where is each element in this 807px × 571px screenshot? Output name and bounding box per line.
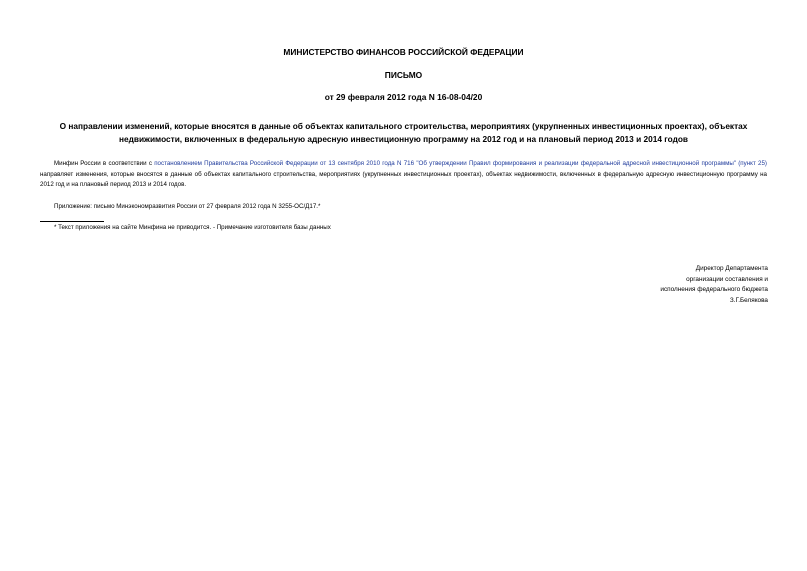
footnote-text: * Текст приложения на сайте Минфина не приводится. - Примечание изготовителя базы данных bbox=[54, 224, 331, 231]
ministry-heading: МИНИСТЕРСТВО ФИНАНСОВ РОССИЙСКОЙ ФЕДЕРАЦИИ bbox=[283, 47, 524, 57]
document-subject: О направлении изменений, которые вносятся в данные об объектах капитального строительства, мероприятиях (укрупненных инвестиционных проектах), объектах недвижимости, включенных в федеральную адресную инвестиционную программу на 2012 год и на плановый период 2013 и 2014 годов bbox=[59, 121, 748, 144]
clause-link[interactable]: (пункт 25) bbox=[738, 160, 767, 167]
signature-position-line2: организации составления и bbox=[686, 275, 768, 283]
main-paragraph bbox=[40, 159, 767, 191]
footnote-divider bbox=[40, 221, 104, 222]
paragraph-text-end: направляет изменения, которые вносятся в данные об объектах капитального строительства, мероприятиях (укрупненных инвестиционных проектах), объектах недвижимости, включенных в федеральную адресную инвестиционную программу на 2012 год и на плановый период 2013 и 2014 годов. bbox=[40, 170, 767, 188]
document-date: от 29 февраля 2012 года N 16-08-04/20 bbox=[324, 92, 483, 102]
signatory-name: З.Г.Белякова bbox=[729, 296, 768, 304]
signature-position-line3: исполнения федерального бюджета bbox=[660, 286, 768, 294]
document-type: ПИСЬМО bbox=[384, 70, 423, 80]
signature-position-line1: Директор Департамента bbox=[695, 265, 768, 272]
paragraph-text-start: Минфин России в соответствии с bbox=[54, 160, 155, 167]
signature-block bbox=[528, 264, 768, 306]
resolution-link[interactable]: постановлением Правительства Российской Федерации от 13 сентября 2010 года N 716 "Об утверждении Правил формирования и реализации федеральной адресной инвестиционной программы" bbox=[154, 160, 736, 167]
attachment-note: Приложение: письмо Минэкономразвития России от 27 февраля 2012 года N 3255-ОС/Д17.* bbox=[54, 203, 321, 210]
